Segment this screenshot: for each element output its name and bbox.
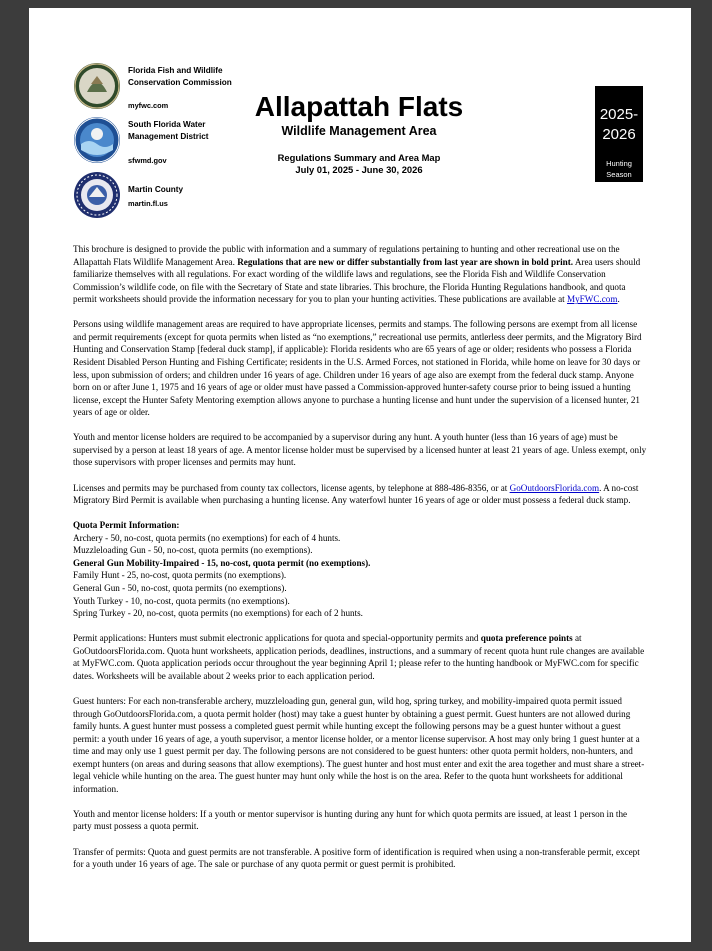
martin-county-seal-icon	[73, 171, 121, 219]
quota-line: General Gun Mobility-Impaired - 15, no-cost, quota permit (no exemptions).	[73, 557, 371, 568]
quota-permit-section	[73, 519, 647, 619]
transfer-permits-paragraph: Transfer of permits: Quota and guest permits are not transferable. A positive form of identification is required when using a non-transferable permit, except for a youth under 16 years of age. The sale or purchase of any quota permit or guest permit is prohibited.	[73, 846, 640, 870]
brochure-page	[29, 8, 691, 942]
season-badge: 2025- 2026 Hunting Season	[595, 86, 643, 182]
title-block	[239, 92, 479, 175]
page-subtitle: Wildlife Management Area	[281, 124, 437, 138]
purchase-paragraph: Licenses and permits may be purchased from county tax collectors, license agents, by telephone at 888-486-8356, or at GoOutdoorsFlorida.com. A no-cost Migratory Bird Permit is available when purchasing a hunting license. Any waterfowl hunter 16 years of age or older must possess a federal duck stamp.	[73, 482, 639, 506]
quota-line: Muzzleloading Gun - 50, no-cost, quota permits (no exemptions).	[73, 545, 313, 556]
license-requirements-paragraph: Persons using wildlife management areas are required to have appropriate licenses, permits and stamps. The following persons are exempt from all license and permit requirements (except for quota permits when listed as “no exemptions,” recreational use permits, antlerless deer permits, and the Migratory Bird Hunting and Conservation Stamp [federal duck stamp], if applicable): Florida residents who are 65 years of age or older; residents who possess a Florida Resident Disabled Person Hunting and Fishing Certificate; residents in the U.S. Armed Forces, not stationed in Florida, while home on leave for 30 days or less, upon submission of orders; and children under 16 years of age. Children under 16 years of age also are exempt from the federal duck stamp. Anyone born on or after June 1, 1975 and 16 years of age or older must have passed a Commission-approved hunter-safety course prior to being issued a hunting license, except the Hunter Safety Mentoring exemption allows anyone to purchase a hunting license and hunt under the supervision of a licensed hunter, 21 years of age or older.	[73, 319, 642, 418]
fwc-url[interactable]: myfwc.com	[128, 101, 169, 110]
quota-heading: Quota Permit Information:	[73, 520, 180, 531]
quota-line: Spring Turkey - 20, no-cost, quota permits (no exemptions) for each of 2 hunts.	[73, 608, 363, 619]
youth-mentor-paragraph: Youth and mentor license holders are required to be accompanied by a supervisor during any hunt. A youth hunter (less than 16 years of age) must be supervised by a person at least 18 years of age. A mentor license holder must be supervised by a licensed hunter at least 21 years of age. Unless exempt, only those supervisors with proper licenses and permits may hunt.	[73, 432, 647, 468]
sfwmd-seal-icon	[73, 116, 121, 164]
martin-county-url[interactable]: martin.fl.us	[128, 199, 168, 208]
quota-line: Youth Turkey - 10, no-cost, quota permits (no exemptions).	[73, 595, 290, 606]
permit-applications-paragraph: Permit applications: Hunters must submit electronic applications for quota and special-opportunity permits and quota preference points at GoOutdoorsFlorida.com. Quota hunt worksheets, application periods, deadlines, instructions, and a summary of recent quota hunt rule changes are available at MyFWC.com. Quota application periods occur throughout the year beginning April 1; please refer to the hunting handbook or MyFWC.com for specific dates. Worksheets will be available about 2 weeks prior to each application period.	[73, 633, 645, 681]
quota-line: Archery - 50, no-cost, quota permits (no exemptions) for each of 4 hunts.	[73, 532, 341, 543]
guest-hunters-paragraph: Guest hunters: For each non-transferable archery, muzzleloading gun, general gun, wild hog, spring turkey, and mobility-impaired quota permit issued through GoOutdoorsFlorida.com, a quota permit holder (host) may take a guest hunter by obtaining a guest permit. Guest hunters are not allowed during family hunts. A guest hunter must possess a completed guest permit while hunting except the following persons may be a guest hunter without a guest permit: a youth under 16 years of age, a youth supervisor, a mentor license holder, or a mentor license supervisor. A host may only bring 1 guest hunter at a time and may only use 1 guest permit per day. The following persons are not considered to be guest hunters: other quota permit holders, non-hunters, and exempt hunters (on areas and during seasons that allow exemptions). The guest hunter and host must enter and exit the area together and must share a street-legal vehicle while hunting on the area. The guest hunter may hunt only while the host is on the area. Refer to the quota hunt worksheets for additional information.	[73, 695, 645, 794]
myfwc-link[interactable]: MyFWC.com	[566, 294, 618, 305]
fwc-seal-icon	[73, 62, 121, 110]
quota-line: General Gun - 50, no-cost, quota permits (no exemptions).	[73, 582, 287, 593]
sfwmd-url[interactable]: sfwmd.gov	[128, 156, 167, 165]
brochure-body	[73, 243, 647, 883]
page-title: Allapattah Flats	[254, 91, 464, 122]
martin-county-name: Martin County	[128, 185, 184, 194]
intro-paragraph: This brochure is designed to provide the public with information and a summary of regulations pertaining to hunting and other recreational use on the Allapattah Flats Wildlife Management Area. Regulations that are new or differ substantially from last year are shown in bold print. Area users should familiarize themselves with all regulations. For exact wording of the wildlife laws and regulations, see the Florida Fish and Wildlife Conservation Commission’s wildlife code, on file with the Secretary of State and state libraries. This brochure, the Florida Hunting Regulations handbook, and quota permit worksheets should provide the information necessary for you to plan your hunting activities. These publications are available at MyFWC.com.	[73, 244, 641, 305]
sfwmd-name: South Florida Water Management District	[128, 120, 209, 141]
regulations-summary: Regulations Summary and Area Map July 01, 2025 - June 30, 2026	[277, 152, 441, 175]
fwc-name: Florida Fish and Wildlife Conservation Commission	[128, 66, 232, 87]
quota-line: Family Hunt - 25, no-cost, quota permits (no exemptions).	[73, 570, 287, 581]
gooutdoorsflorida-link[interactable]: GoOutdoorsFlorida.com	[509, 482, 600, 493]
youth-quota-paragraph: Youth and mentor license holders: If a youth or mentor supervisor is hunting during any hunt for which quota permits are issued, at least 1 person in the party must possess a quota permit.	[73, 808, 628, 832]
